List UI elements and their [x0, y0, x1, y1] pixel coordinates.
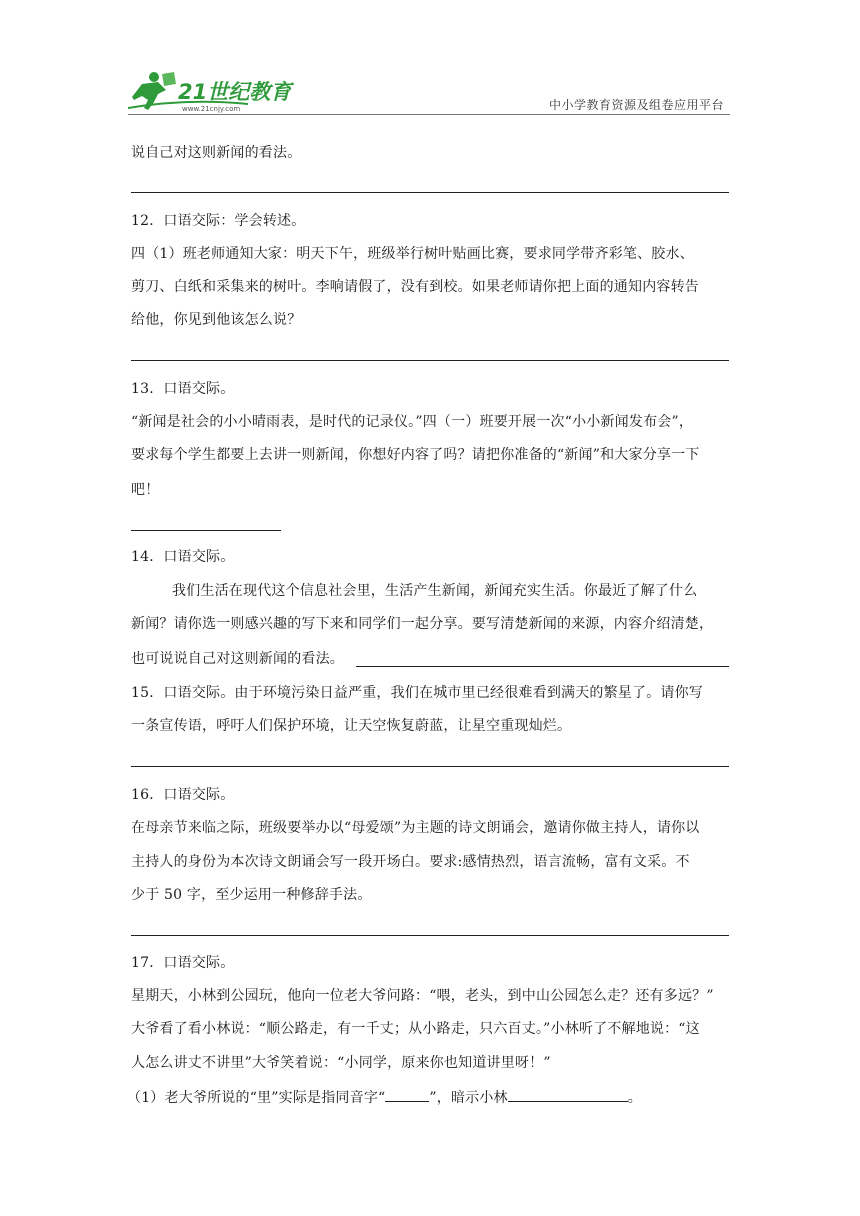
site-logo	[128, 68, 298, 114]
q11-tail: 说自己对这则新闻的看法。	[131, 145, 302, 161]
q12-text-1: 四（1）班老师通知大家：明天下午，班级举行树叶贴画比赛，要求同学带齐彩笔、胶水、	[131, 246, 694, 262]
platform-name: 中小学教育资源及组卷应用平台	[548, 98, 724, 112]
q17-text-1: 星期天，小林到公园玩，他向一位老大爷问路：“喂，老头，到中山公园怎么走？还有多远？”	[131, 988, 714, 1004]
q17-sub1-blank-1[interactable]	[385, 1087, 429, 1102]
q14-text-1: 我们生活在现代这个信息社会里，生活产生新闻，新闻充实生活。你最近了解了什么	[172, 583, 698, 599]
q17-sub1-mid: ”，暗示小林	[429, 1090, 508, 1106]
q17-text-2: 大爷看了看小林说：“顺公路走，有一千丈；从小路走，只六百丈。”小林听了不解地说：“这	[131, 1021, 700, 1037]
q16-text-1: 在母亲节来临之际，班级要举办以“母爱颂”为主题的诗文朗诵会，邀请你做主持人，请你以	[131, 820, 700, 836]
svg-text:www.21cnjy.com: www.21cnjy.com	[182, 105, 241, 113]
q15-answer-line[interactable]	[131, 766, 729, 767]
q13-text-1: “新闻是社会的小小晴雨表，是时代的记录仪。”四（一）班要开展一次“小小新闻发布会”，	[131, 414, 694, 430]
q12-text-3: 给他，你见到他该怎么说？	[131, 312, 302, 328]
q16-title: 16．口语交际。	[131, 787, 235, 803]
q13-title: 13．口语交际。	[131, 381, 235, 397]
q14-text-3: 也可说说自己对这则新闻的看法。	[131, 651, 344, 667]
q14-text-2: 新闻？请你选一则感兴趣的写下来和同学们一起分享。要写清楚新闻的来源，内容介绍清楚，	[131, 616, 714, 632]
q12-answer-line[interactable]	[131, 360, 729, 361]
q17-text-3: 人怎么讲丈不讲里”大爷笑着说：“小同学，原来你也知道讲里呀！”	[131, 1055, 551, 1071]
q12-title: 12．口语交际：学会转述。	[131, 213, 306, 229]
q17-title: 17．口语交际。	[131, 955, 235, 971]
q15-text-1: 15．口语交际。由于环境污染日益严重，我们在城市里已经很难看到满天的繁星了。请你写	[131, 685, 704, 701]
q17-sub1-prompt: （1）老大爷所说的“里”实际是指同音字“	[127, 1090, 386, 1106]
header-divider	[128, 114, 730, 115]
page-header	[128, 66, 730, 116]
svg-text:21世纪教育: 21世纪教育	[178, 80, 292, 104]
q17-sub1	[127, 1087, 642, 1108]
q17-sub1-blank-2[interactable]	[508, 1087, 628, 1102]
q13-answer-line[interactable]	[131, 530, 281, 531]
q11-answer-line[interactable]	[131, 192, 729, 193]
q16-text-3: 少于 50 字，至少运用一种修辞手法。	[131, 887, 372, 903]
q14-title: 14．口语交际。	[131, 549, 235, 565]
q13-text-2: 要求每个学生都要上去讲一则新闻，你想好内容了吗？请把你准备的“新闻”和大家分享一下	[131, 447, 700, 463]
q16-text-2: 主持人的身份为本次诗文朗诵会写一段开场白。要求:感情热烈，语言流畅，富有文采。不	[131, 854, 690, 870]
q13-text-3: 吧！	[131, 482, 160, 498]
q17-sub1-end: 。	[627, 1090, 642, 1106]
q15-text-2: 一条宣传语，呼吁人们保护环境，让天空恢复蔚蓝，让星空重现灿烂。	[131, 718, 572, 734]
q14-answer-line[interactable]	[356, 666, 729, 667]
q12-text-2: 剪刀、白纸和采集来的树叶。李响请假了，没有到校。如果老师请你把上面的通知内容转告	[131, 279, 699, 295]
q16-answer-line[interactable]	[131, 935, 729, 936]
